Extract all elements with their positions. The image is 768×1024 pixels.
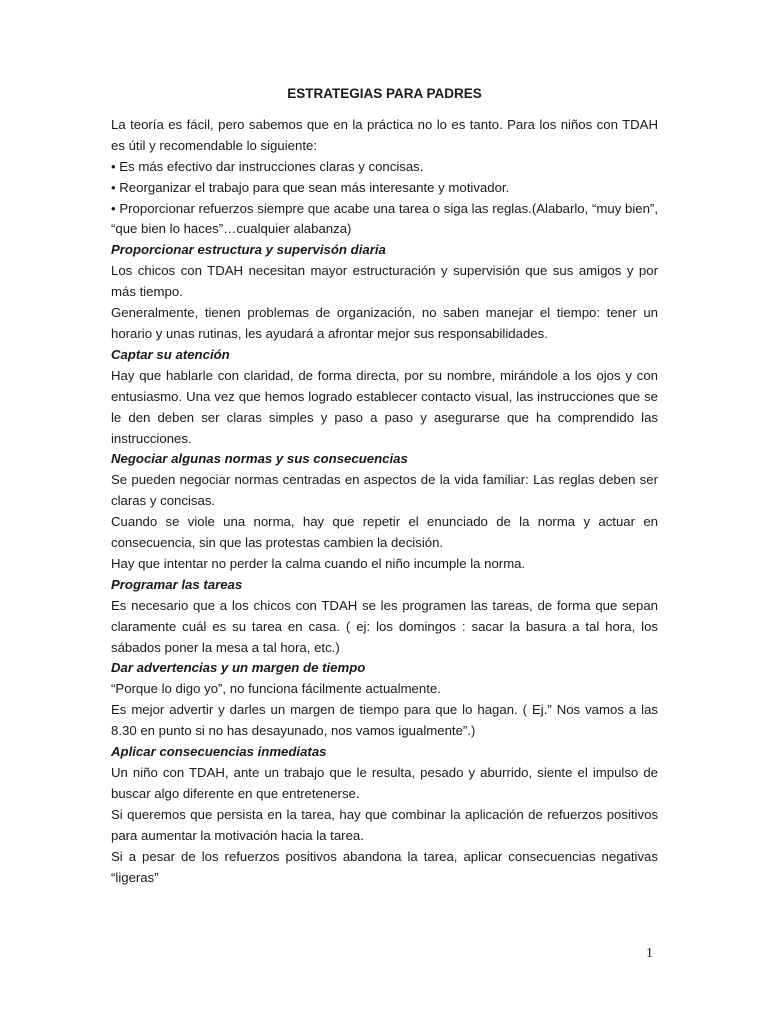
section-heading: Programar las tareas (111, 576, 243, 592)
bullet-item: • Reorganizar el trabajo para que sean más interesante y motivador. (111, 179, 510, 195)
intro-paragraph: La teoría es fácil, pero sabemos que en la práctica no lo es tanto. Para los niños con TDAH es útil y recomendable lo siguiente: (111, 116, 658, 153)
body-paragraph: Es necesario que a los chicos con TDAH se les programen las tareas, de forma que sepan claramente cuál es su tarea en casa. ( ej: los domingos : sacar la basura a tal hora, los sábados poner la mesa a tal hora, etc.) (111, 597, 658, 655)
body-paragraph: Hay que intentar no perder la calma cuando el niño incumple la norma. (111, 555, 526, 571)
body-paragraph: Los chicos con TDAH necesitan mayor estructuración y supervisión que sus amigos y por más tiempo. (111, 263, 658, 300)
body-paragraph: Se pueden negociar normas centradas en aspectos de la vida familiar: Las reglas deben ser claras y concisas. (111, 472, 658, 509)
section-heading: Negociar algunas normas y sus consecuencias (111, 451, 408, 467)
body-paragraph: Un niño con TDAH, ante un trabajo que le resulta, pesado y aburrido, siente el impulso de buscar algo diferente en que entretenerse. (111, 765, 658, 801)
body-paragraph: Hay que hablarle con claridad, de forma directa, por su nombre, mirándole a los ojos y con entusiasmo. Una vez que hemos logrado establecer contacto visual, las instrucciones que se le den deben ser claras simples y paso a paso y asegurarse que ha comprendido las instrucciones. (111, 367, 658, 446)
section-heading: Aplicar consecuencias inmediatas (111, 744, 327, 760)
section-heading: Captar su atención (111, 346, 230, 362)
document-title: ESTRATEGIAS PARA PADRES (287, 86, 482, 101)
section-heading: Dar advertencias y un margen de tiempo (111, 660, 366, 676)
document-body (111, 84, 658, 888)
body-paragraph: Si queremos que persista en la tarea, hay que combinar la aplicación de refuerzos positivos para aumentar la motivación hacia la tarea. (111, 806, 658, 843)
body-paragraph: Es mejor advertir y darles un margen de tiempo para que lo hagan. ( Ej.” Nos vamos a las 8.30 en punto si no has desayunado, nos vamos igualmente”.) (111, 702, 658, 739)
section-heading: Proporcionar estructura y supervisón diaria (111, 242, 386, 258)
bullet-item: • Proporcionar refuerzos siempre que acabe una tarea o siga las reglas.(Alabarlo, “muy bien”, “que bien lo haces”…cualquier alabanza) (111, 200, 658, 237)
body-paragraph: Si a pesar de los refuerzos positivos abandona la tarea, aplicar consecuencias negativas “ligeras” (111, 848, 658, 885)
body-paragraph: “Porque lo digo yo”, no funciona fácilmente actualmente. (111, 681, 441, 697)
bullet-item: • Es más efectivo dar instrucciones claras y concisas. (111, 158, 424, 174)
page-number: 1 (646, 946, 653, 961)
body-paragraph: Generalmente, tienen problemas de organización, no saben manejar el tiempo: tener un horario y unas rutinas, les ayudará a afrontar mejor sus responsabilidades. (111, 305, 658, 341)
body-paragraph: Cuando se viole una norma, hay que repetir el enunciado de la norma y actuar en consecuencia, sin que las protestas cambien la decisión. (111, 514, 658, 551)
